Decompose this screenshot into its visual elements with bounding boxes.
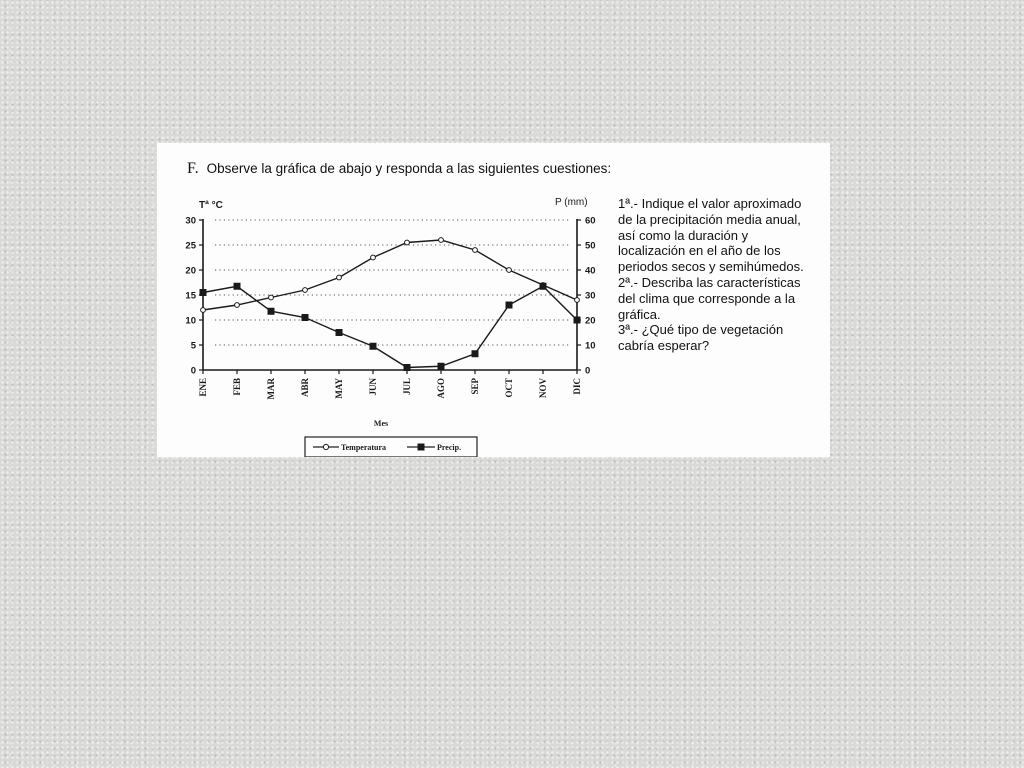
point-temperatura-may bbox=[337, 275, 342, 280]
point-temperatura-mar bbox=[269, 295, 274, 300]
left-tick-label-20: 20 bbox=[185, 265, 196, 277]
right-tick-label-20: 20 bbox=[585, 315, 596, 327]
chart-legend bbox=[305, 437, 477, 457]
point-precip-ene bbox=[200, 289, 207, 296]
legend-label-precip: Precip. bbox=[437, 443, 462, 452]
x-tick-label-sep: SEP bbox=[470, 378, 480, 395]
chart-gridlines bbox=[215, 220, 571, 345]
legend-marker-precip bbox=[418, 444, 425, 451]
point-temperatura-feb bbox=[235, 303, 240, 308]
right-tick-label-50: 50 bbox=[585, 240, 596, 252]
point-precip-dic bbox=[574, 317, 581, 324]
left-tick-label-10: 10 bbox=[185, 315, 196, 327]
series-line-precip bbox=[203, 286, 577, 367]
point-temperatura-oct bbox=[507, 268, 512, 273]
questions-panel bbox=[618, 196, 818, 354]
legend-label-temperatura: Temperatura bbox=[341, 443, 387, 452]
x-tick-label-feb: FEB bbox=[232, 378, 242, 396]
x-tick-label-abr: ABR bbox=[300, 378, 310, 398]
left-tick-label-0: 0 bbox=[190, 365, 196, 377]
right-axis-ticks bbox=[577, 216, 596, 377]
x-axis-ticks bbox=[198, 370, 582, 400]
right-tick-label-30: 30 bbox=[585, 290, 596, 302]
series-line-temperatura bbox=[203, 240, 577, 310]
exercise-letter: F. bbox=[187, 160, 199, 177]
x-tick-label-ene: ENE bbox=[198, 378, 208, 397]
point-precip-sep bbox=[472, 350, 479, 357]
legend-marker-temperatura bbox=[323, 444, 328, 449]
point-precip-ago bbox=[438, 363, 445, 370]
point-temperatura-dic bbox=[575, 298, 580, 303]
x-axis-title: Mes bbox=[373, 419, 389, 428]
x-tick-label-nov: NOV bbox=[538, 378, 548, 398]
point-precip-abr bbox=[302, 314, 309, 321]
question-2: 2ª.- Describa las características del clima que corresponde a la gráfica. bbox=[618, 274, 801, 322]
right-tick-label-60: 60 bbox=[585, 215, 596, 227]
point-temperatura-jun bbox=[371, 255, 376, 260]
point-precip-jul bbox=[404, 364, 411, 371]
point-temperatura-abr bbox=[303, 288, 308, 293]
left-tick-label-5: 5 bbox=[190, 340, 196, 352]
point-precip-feb bbox=[234, 283, 241, 290]
exercise-instruction: Observe la gráfica de abajo y responda a las siguientes cuestiones: bbox=[206, 161, 612, 176]
point-precip-oct bbox=[506, 302, 513, 309]
question-1: 1ª.- Indique el valor aproximado de la precipitación media anual, así como la duración y localización en el año de los periodos secos y semihúmedos. bbox=[618, 196, 804, 275]
right-tick-label-10: 10 bbox=[585, 340, 596, 352]
chart-series-lines bbox=[203, 240, 577, 368]
question-3: 3ª.- ¿Qué tipo de vegetación cabría esperar? bbox=[618, 322, 784, 354]
x-tick-label-dic: DIC bbox=[572, 378, 582, 395]
point-temperatura-jul bbox=[405, 240, 410, 245]
left-tick-label-15: 15 bbox=[185, 290, 196, 302]
x-tick-label-jun: JUN bbox=[368, 378, 378, 396]
point-precip-may bbox=[336, 329, 343, 336]
right-tick-label-40: 40 bbox=[585, 265, 596, 277]
x-tick-label-oct: OCT bbox=[504, 378, 514, 398]
left-tick-label-30: 30 bbox=[185, 215, 196, 227]
right-axis-title: P (mm) bbox=[555, 197, 588, 208]
left-tick-label-25: 25 bbox=[185, 240, 196, 252]
point-precip-mar bbox=[268, 308, 275, 315]
point-precip-nov bbox=[540, 283, 547, 290]
x-tick-label-mar: MAR bbox=[266, 378, 276, 400]
x-tick-label-may: MAY bbox=[334, 378, 344, 399]
point-precip-jun bbox=[370, 343, 377, 350]
point-temperatura-sep bbox=[473, 248, 478, 253]
slide-card bbox=[157, 143, 830, 457]
x-tick-label-jul: JUL bbox=[402, 378, 412, 396]
right-tick-label-0: 0 bbox=[585, 365, 591, 377]
x-tick-label-ago: AGO bbox=[436, 378, 446, 399]
chart-series-markers bbox=[200, 238, 581, 371]
left-axis-title: Tª °C bbox=[199, 200, 223, 211]
point-temperatura-ene bbox=[201, 308, 206, 313]
point-temperatura-ago bbox=[439, 238, 444, 243]
